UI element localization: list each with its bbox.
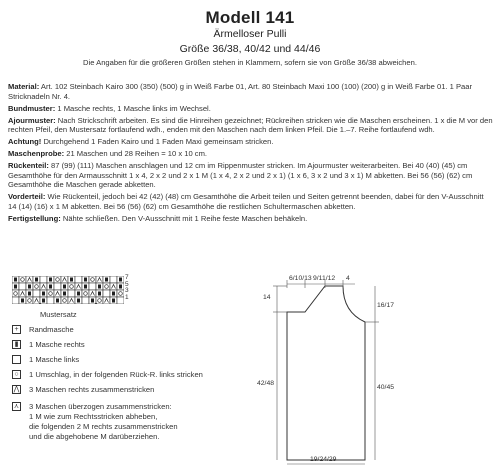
knit-mark [63,292,66,296]
chart-cell [47,290,54,297]
chart-cell [68,283,75,290]
instruction-label: Ajourmuster: [8,115,56,125]
instruction-maschenprobe [8,149,494,159]
instruction-text: Wie Rückenteil, jedoch bei 42 (42) (48) cm Gesamthöhe die Arbeit teilen und Seiten getrennt beenden, dabei für den V-Ausschnitt 14 (14) (16) x 1 M abketten. Bei 56 (56) (62) cm Gesamthöhe die restlichen Schultermaschen abketten. [8,192,484,211]
chart-row-number: 7 [125,274,129,281]
instruction-vorderteil [8,192,494,211]
chart-cell [89,276,96,283]
knit-mark [84,285,87,289]
dim-label-neck: 14 [263,294,271,301]
legend-text-line: 3 Maschen überzogen zusammenstricken: [29,402,172,411]
chart-cell [117,290,124,297]
page-title: Modell 141 [205,8,295,27]
chart-cell [103,283,110,290]
chart-cell [33,290,40,297]
knit-mark [105,278,108,282]
chart-cell [61,297,68,304]
instruction-label: Rückenteil: [8,161,49,171]
dim-label-top-left: 6/10/13 [289,275,312,282]
knitting-chart [12,276,124,304]
knit-mark [70,278,73,282]
instruction-label: Achtung! [8,137,42,147]
size-line: Größe 36/38, 40/42 und 44/46 [179,43,321,55]
knit-mark [63,285,66,289]
chart-cell [117,297,124,304]
instruction-achtung [8,137,494,147]
chart-cell [40,276,47,283]
knit-mark [98,285,101,289]
plus-icon: + [12,325,21,334]
chart-cell [82,290,89,297]
knit-mark [14,278,17,282]
chart-row-number: 1 [125,293,129,301]
legend-text: Randmasche [29,325,74,334]
instruction-label: Maschenprobe: [8,149,65,159]
knit-mark [28,292,31,296]
instruction-bundmuster [8,104,494,114]
chart-cell [47,297,54,304]
instruction-text: Durchgehend 1 Faden Kairo und 1 Faden Maxi gemeinsam stricken. [41,137,274,147]
chart-cell [12,290,19,297]
chart-cell [75,276,82,283]
dim-label-armhole: 16/17 [377,302,395,309]
legend-text-line: und die abgehobene M darüberziehen. [29,432,160,441]
knit-mark [98,292,101,296]
legend-text: 1 Umschlag, in der folgenden Rück-R. links stricken [29,370,203,379]
chart-cell [19,283,26,290]
knit-mark [49,285,52,289]
knit-mark [77,299,80,303]
instruction-ajourmuster [8,116,494,135]
legend-text [29,402,178,442]
instruction-text: 87 (99) (111) Maschen anschlagen und 12 cm im Rippenmuster stricken. Im Ajourmuster weiterarbeiten. Bei 40 (40) (45) cm Gesamthöhe für den Armausschnitt 1 x 4, 2 x 2 und 2 x 1 M (1 x 4, 2 x 2 und 2 x 1) (1 x 6, 3 x 2 und 3 x 1) M abketten. Bei 56 (56) (62) cm Gesamthöhe die Maschen gerade abketten. [8,161,473,190]
schematic-drawing [255,272,495,468]
chart-cell [68,290,75,297]
knit-mark [56,299,59,303]
instruction-label: Fertigstellung: [8,213,61,223]
chart-cell [19,276,26,283]
chart-cell [54,283,61,290]
instruction-text: 1 Masche rechts, 1 Masche links im Wechsel. [55,103,211,113]
knitting-chart-grid [12,276,124,304]
knit-mark [49,278,52,282]
purl-stitch-icon [12,355,21,364]
chart-cell [110,276,117,283]
chart-repeat-label: Mustersatz [40,310,77,319]
legend-text: 1 Masche links [29,355,80,364]
knit-mark [35,278,38,282]
chart-cell [33,283,40,290]
dim-label-top-mid: 9/11/12 [313,275,336,282]
knit-mark [112,292,115,296]
chart-cell [82,297,89,304]
knit-mark [112,299,115,303]
chart-cell [103,290,110,297]
legend-text-line: 1 M wie zum Rechtsstricken abheben, [29,412,158,421]
knit-mark [84,278,87,282]
chart-row-number: 3 [125,287,129,295]
knit-mark [28,285,31,289]
chart-cell [89,283,96,290]
garment-outline [287,286,365,460]
knit-mark [21,299,24,303]
chart-cell [12,297,19,304]
k3tog-icon: ⋀ [13,386,20,393]
dim-label-left-height: 42/48 [257,380,275,387]
dim-label-top-right: 4 [346,275,350,282]
instruction-text: Art. 102 Steinbach Kairo 300 (350) (500) g in Weiß Farbe 01, Art. 80 Steinbach Maxi 100 (100) (200) g in Weiß Farbe 01. 1 Paar Stricknadeln Nr. 4. [8,82,473,101]
chart-row-numbers [125,275,129,301]
chart-cell [96,297,103,304]
knit-mark [42,299,45,303]
instruction-text: 21 Maschen und 28 Reihen = 10 x 10 cm. [64,149,208,159]
instruction-material [8,82,494,101]
knit-mark [14,285,17,289]
knit-mark [119,278,122,282]
instruction-text: Nähte schließen. Den V-Ausschnitt mit 1 Reihe feste Maschen behäkeln. [60,213,308,223]
knit-mark [42,292,45,296]
page-subtitle: Ärmelloser Pulli [213,28,287,40]
size-note: Die Angaben für die größeren Größen stehen in Klammern, sofern sie von Größe 36/38 abweichen. [83,58,417,67]
dim-label-right-height: 40/45 [377,384,395,391]
chart-row-number: 5 [125,280,129,288]
legend-text: 3 Maschen rechts zusammenstricken [29,385,155,394]
sk2p-icon: ⋏ [13,403,20,410]
garment-schematic [255,272,495,468]
dim-label-bottom: 19/24/29 [310,456,337,463]
chart-cell [26,297,33,304]
legend-text: 1 Masche rechts [29,340,85,349]
instruction-rueckenteil [8,161,494,190]
knit-mark [77,292,80,296]
knit-mark [91,299,94,303]
instruction-label: Bundmuster: [8,103,56,113]
instruction-text: Nach Strickschrift arbeiten. Es sind die Hinreihen gezeichnet; Rückreihen stricken wie die Maschen erscheinen. 1 x die M vor den rechten Pfeil, den Mustersatz fortlaufend wdh., enden mit den Maschen nach dem linken Pfeil. Die 1.–7. Reihe fortlaufend wdh. [8,115,493,135]
legend-text-line: die folgenden 2 M rechts zusammenstricken [29,422,178,431]
yarn-over-icon: ○ [12,370,21,379]
knit-stitch-icon: ▮ [12,340,21,349]
instruction-fertigstellung [8,214,494,224]
instructions-block [8,82,494,226]
knit-mark [119,285,122,289]
chart-cell [54,276,61,283]
instruction-label: Vorderteil: [8,192,46,202]
instruction-label: Material: [8,82,40,91]
